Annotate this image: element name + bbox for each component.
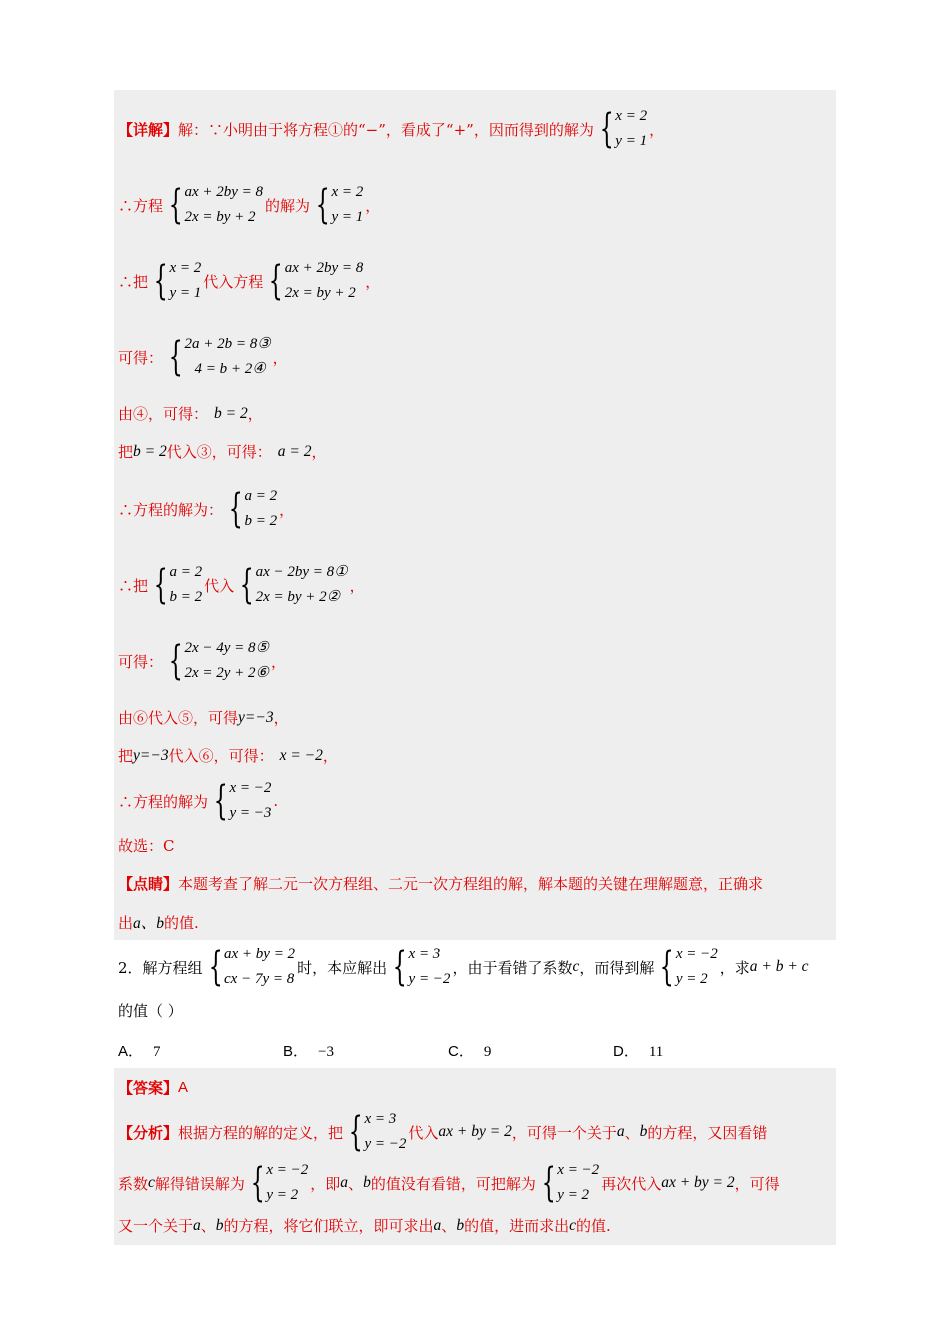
detail-choice: 故选：C [118, 837, 175, 855]
equation-system: { x = −2 y = −3 [213, 778, 272, 824]
detail-line-1: 【详解】 解：∵小明由于将方程①的“−”，看成了“+”，因而得到的解为 { x = 2 y = 1 ， [118, 106, 665, 152]
equation-system: { x = −2 y = 2 [541, 1160, 600, 1206]
detail-line-7: ∴方程的解为： { a = 2 b = 2 ， [118, 486, 295, 532]
detail-line-9: 可得： { 2x − 4y = 8⑤ 2x = 2y + 2⑥ ， [118, 638, 286, 684]
equation-system: { a = 2 b = 2 [153, 562, 203, 608]
equation-system: { ax − 2by = 8① 2x = by + 2② [239, 562, 348, 608]
option-b: B． −3 [283, 1043, 334, 1060]
equation-system: { x = −2 y = 2 [660, 944, 718, 990]
comment-line-1: 【点睛】 本题考查了解二元一次方程组、二元一次方程组的解，解本题的关键在理解题意，正确求 [118, 875, 764, 893]
detail-line-10: 由⑥代入⑤，可得 y=−3 ， [118, 708, 289, 727]
answer-tag: 【答案】 [118, 1079, 179, 1097]
detail-line-4: 可得： { 2a + 2b = 8③ 4 = b + 2④ ， [118, 334, 288, 380]
detail-line-3: ∴把 { x = 2 y = 1 代入方程 { ax + 2by = 8 2x = by + 2 ， [118, 258, 381, 304]
detail-line-6: 把 b = 2 代入③，可得： a = 2 ， [118, 442, 327, 461]
detail-line-11: 把 y=−3 代入⑥，可得： x = −2 ， [118, 746, 338, 765]
analysis-tag: 【分析】 [118, 1123, 179, 1142]
detail-tag: 【详解】 [118, 120, 179, 139]
equation-system: { ax + 2by = 8 2x = by + 2 [268, 258, 364, 304]
equation-system: { 2a + 2b = 8③ 4 = b + 2④ [168, 334, 271, 380]
analysis-line-3: 又一个关于 a 、 b 的方程，将它们联立，即可求出 a 、 b 的值，进而求出 c 的值. [118, 1216, 611, 1235]
comment-tag: 【点睛】 [118, 875, 179, 893]
equation-system: { ax + by = 2 cx − 7y = 8 [208, 944, 296, 990]
option-d: D． 11 [613, 1043, 664, 1060]
question-line-1: 2．解方程组 { ax + by = 2 cx − 7y = 8 时，本应解出 { x = 3 y = −2 ，由于看错了系数 c ，而得到解 { x = −2 y = 2 ，求 a + b + c [118, 944, 809, 990]
equation-system: { ax + 2by = 8 2x = by + 2 [168, 182, 264, 228]
detail-line-8: ∴把 { a = 2 b = 2 代入 { ax − 2by = 8① 2x = by + 2② ， [118, 562, 365, 608]
equation-system: { x = 2 y = 1 [153, 258, 202, 304]
detail-line-5: 由④，可得： b = 2 ， [118, 404, 263, 423]
detail-line-2: ∴方程 { ax + 2by = 8 2x = by + 2 的解为 { x = 2 y = 1 ， [118, 182, 381, 228]
equation-system: { x = 3 y = −2 [392, 944, 451, 990]
analysis-line-1: 【分析】 根据方程的解的定义，把 { x = 3 y = −2 代入 ax + by = 2 ，可得一个关于 a 、 b 的方程，又因看错 [118, 1109, 768, 1155]
option-a: A． 7 [118, 1043, 161, 1060]
detail-text: 解：∵小明由于将方程①的“−”，看成了“+”，因而得到的解为 [178, 120, 594, 139]
equation-system: { a = 2 b = 2 [228, 486, 278, 532]
option-c: C． 9 [448, 1043, 492, 1060]
equation-system: { x = 3 y = −2 [348, 1109, 407, 1155]
comment-line-2: 出 a、b 的值. [118, 913, 199, 932]
answer-value: A [178, 1079, 189, 1096]
equation-system: { x = −2 y = 2 [250, 1160, 309, 1206]
answer-line [118, 1077, 188, 1098]
question-number: 2．解方程组 [118, 958, 203, 977]
equation-system: { x = 2 y = 1 [315, 182, 364, 228]
equation-system: { 2x − 4y = 8⑤ 2x = 2y + 2⑥ [168, 638, 269, 684]
equation-system: { x = 2 y = 1 [599, 106, 648, 152]
detail-line-12: ∴方程的解为 { x = −2 y = −3 . [118, 778, 279, 824]
question-line-2: 的值（ ） [118, 1002, 183, 1020]
analysis-line-2: 系数 c 解得错误解为 { x = −2 y = 2 ，即 a 、 b 的值没有看错，可把解为 { x = −2 y = 2 再次代入 ax + by = 2 ，可得 [118, 1160, 780, 1206]
